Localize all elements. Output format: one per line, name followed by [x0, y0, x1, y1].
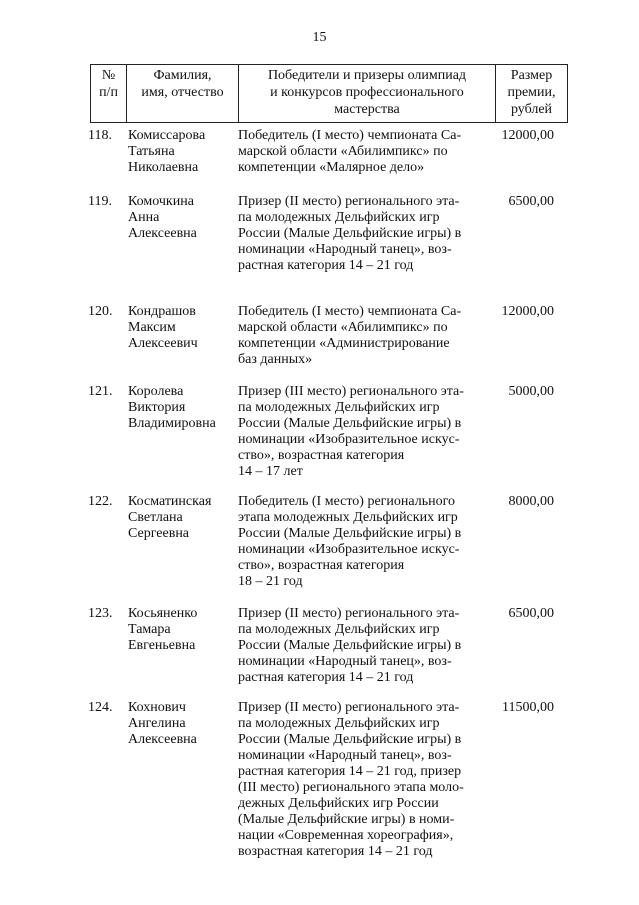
row-prize: 6500,00 — [508, 194, 554, 209]
table-header — [90, 64, 568, 123]
header-text: рублей — [510, 102, 553, 117]
row-full-name — [128, 606, 238, 654]
description-line: этапа молодежных Дельфийских игр — [238, 510, 458, 525]
name-line: Евгеньевна — [128, 638, 196, 653]
row-number: 120. — [88, 304, 113, 319]
row-prize: 12000,00 — [501, 128, 554, 143]
name-line: Кохнович — [128, 700, 186, 715]
row-number: 118. — [88, 128, 112, 143]
description-line: номинации «Народный танец», воз- — [238, 748, 452, 763]
row-achievement — [238, 194, 472, 274]
row-full-name — [128, 700, 238, 748]
header-text: имя, отчество — [141, 85, 224, 100]
description-line: (III место) регионального этапа моло- — [238, 780, 464, 795]
header-text: п/п — [99, 85, 118, 100]
name-line: Владимировна — [128, 416, 216, 431]
description-line: Призер (III место) регионального эта- — [238, 384, 464, 399]
row-number: 122. — [88, 494, 113, 509]
description-line: Призер (II место) регионального эта- — [238, 606, 460, 621]
table-row — [88, 606, 558, 686]
name-line: Татьяна — [128, 144, 175, 159]
table-row — [88, 700, 558, 860]
description-line: России (Малые Дельфийские игры) в — [238, 416, 462, 431]
row-full-name — [128, 194, 238, 242]
header-full-name — [127, 65, 239, 123]
row-achievement — [238, 128, 472, 176]
name-line: Тамара — [128, 622, 171, 637]
description-line: марской области «Абилимпикс» по — [238, 320, 448, 335]
description-line: па молодежных Дельфийских игр — [238, 622, 440, 637]
name-line: Алексеевна — [128, 226, 197, 241]
table-row — [88, 304, 558, 368]
description-line: ство», возрастная категория — [238, 448, 405, 463]
row-prize: 12000,00 — [501, 304, 554, 319]
description-line: России (Малые Дельфийские игры) в — [238, 226, 462, 241]
row-achievement — [238, 384, 472, 480]
row-full-name — [128, 304, 238, 352]
header-text: и конкурсов профессионального — [270, 85, 464, 100]
row-achievement — [238, 304, 472, 368]
name-line: Комочкина — [128, 194, 194, 209]
table-row — [88, 494, 558, 590]
name-line: Николаевна — [128, 160, 199, 175]
header-prize-amount — [496, 65, 568, 123]
description-line: растная категория 14 – 21 год — [238, 670, 414, 685]
description-line: России (Малые Дельфийские игры) в — [238, 732, 462, 747]
description-line: Победитель (I место) чемпионата Са- — [238, 128, 462, 143]
name-line: Максим — [128, 320, 176, 335]
description-line: (Малые Дельфийские игры) в номи- — [238, 812, 455, 827]
name-line: Комиссарова — [128, 128, 206, 143]
description-line: па молодежных Дельфийских игр — [238, 716, 440, 731]
row-full-name — [128, 494, 238, 542]
name-line: Алексеевич — [128, 336, 198, 351]
description-line: Призер (II место) регионального эта- — [238, 194, 460, 209]
row-full-name — [128, 128, 238, 176]
header-text: мастерства — [334, 102, 400, 117]
name-line: Виктория — [128, 400, 186, 415]
table-row — [88, 194, 558, 274]
description-line: номинации «Изобразительное искус- — [238, 432, 460, 447]
description-line: растная категория 14 – 21 год — [238, 258, 414, 273]
description-line: России (Малые Дельфийские игры) в — [238, 526, 462, 541]
description-line: ство», возрастная категория — [238, 558, 405, 573]
name-line: Косматинская — [128, 494, 212, 509]
description-line: Победитель (I место) чемпионата Са- — [238, 304, 462, 319]
row-prize: 11500,00 — [502, 700, 554, 715]
row-achievement — [238, 700, 472, 860]
row-number: 121. — [88, 384, 113, 399]
description-line: нации «Современная хореография», — [238, 828, 454, 843]
table-row — [88, 384, 558, 480]
description-line: Призер (II место) регионального эта- — [238, 700, 460, 715]
description-line: Победитель (I место) регионального — [238, 494, 455, 509]
header-text: Победители и призеры олимпиад — [267, 68, 467, 83]
description-line: компетенции «Администрирование — [238, 336, 450, 351]
name-line: Королева — [128, 384, 184, 399]
row-prize: 8000,00 — [508, 494, 554, 509]
header-text: Размер — [510, 68, 553, 83]
description-line: номинации «Народный танец», воз- — [238, 242, 452, 257]
header-text: № — [101, 68, 116, 83]
description-line: растная категория 14 – 21 год, призер — [238, 764, 462, 779]
name-line: Сергеевна — [128, 526, 190, 541]
description-line: баз данных» — [238, 352, 313, 367]
header-number — [91, 65, 127, 123]
description-line: дежных Дельфийских игр России — [238, 796, 439, 811]
name-line: Ангелина — [128, 716, 186, 731]
row-number: 123. — [88, 606, 113, 621]
page-number: 15 — [312, 30, 327, 45]
row-number: 119. — [88, 194, 112, 209]
header-achievements — [239, 65, 496, 123]
table-row — [88, 128, 558, 176]
row-full-name — [128, 384, 238, 432]
name-line: Кондрашов — [128, 304, 196, 319]
name-line: Анна — [128, 210, 160, 225]
row-achievement — [238, 494, 472, 590]
description-line: 14 – 17 лет — [238, 464, 303, 479]
description-line: марской области «Абилимпикс» по — [238, 144, 448, 159]
row-prize: 5000,00 — [508, 384, 554, 399]
row-prize: 6500,00 — [508, 606, 554, 621]
name-line: Косьяненко — [128, 606, 198, 621]
header-text: Фамилия, — [153, 68, 212, 83]
description-line: 18 – 21 год — [238, 574, 303, 589]
name-line: Алексеевна — [128, 732, 197, 747]
description-line: па молодежных Дельфийских игр — [238, 210, 440, 225]
name-line: Светлана — [128, 510, 183, 525]
header-text: премии, — [507, 85, 556, 100]
row-achievement — [238, 606, 472, 686]
row-number: 124. — [88, 700, 113, 715]
description-line: номинации «Изобразительное искус- — [238, 542, 460, 557]
table-body — [88, 128, 558, 860]
description-line: па молодежных Дельфийских игр — [238, 400, 440, 415]
description-line: России (Малые Дельфийские игры) в — [238, 638, 462, 653]
description-line: компетенции «Малярное дело» — [238, 160, 425, 175]
description-line: возрастная категория 14 – 21 год — [238, 844, 433, 859]
description-line: номинации «Народный танец», воз- — [238, 654, 452, 669]
